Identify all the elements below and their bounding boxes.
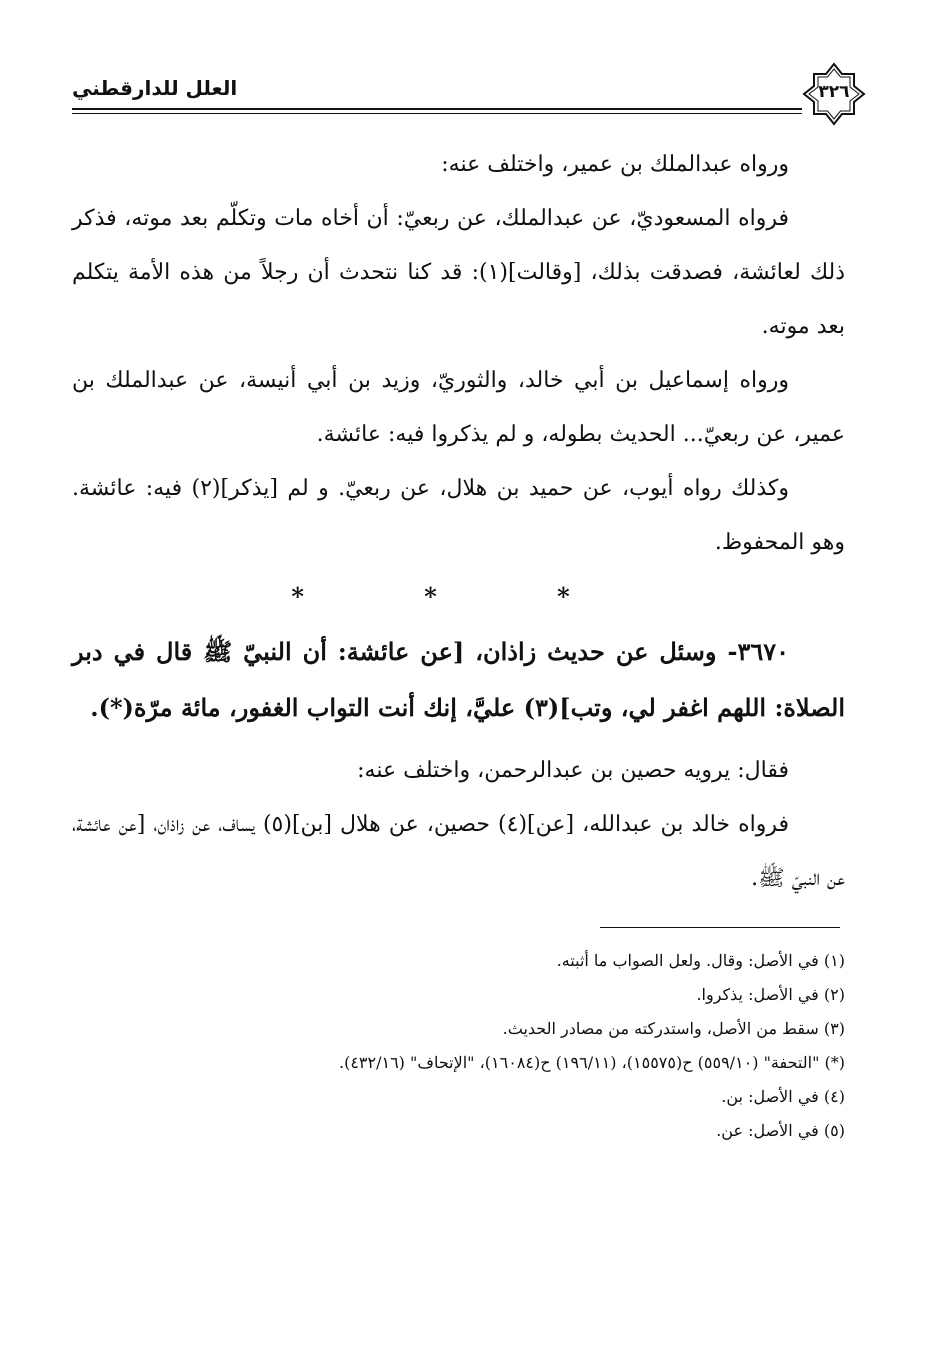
paragraph: ورواه إسماعيل بن أبي خالد، والثوريّ، وزيد بن أبي أنيسة، عن عبدالملك بن عمير، عن ربعيّ... الحديث بطوله، و لم يذكروا فيه: عائشة. [72,368,845,447]
paragraph: فرواه خالد بن عبدالله، [عن](٤) حصين، عن هلال [بن](٥) يساف، عن زاذان، [عن عائشة، عن النبيّ ﷺ. [72,812,845,891]
footnote: (٢) في الأصل: يذكروا. [696,985,845,1004]
book-title: العلل للدارقطني [72,76,238,100]
footnote: (*) "التحفة" (٥٥٩/١٠) ح(١٥٥٧٥)، (١٩٦/١١) ح(١٦٠٨٤)، "الإتحاف" (٤٣٢/١٦). [338,1053,845,1072]
header-rule [72,108,862,110]
section-separator: * * * [291,582,626,611]
page-number-badge [802,62,866,126]
footnote: (٥) في الأصل: عن. [716,1121,845,1140]
paragraph: فرواه المسعوديّ، عن عبدالملك، عن ربعيّ: أن أخاه مات وتكلّم بعد موته، فذكر ذلك لعائشة، فصدقت بذلك، [وقالت](١): قد كنا نتحدث أن رجلاً من هذه الأمة يتكلم بعد موته. [72,206,846,339]
footnote: (١) في الأصل: وقال. ولعل الصواب ما أثبته. [556,951,845,970]
footnotes [72,944,845,1148]
question-heading: ٣٦٧٠- وسئل عن حديث زاذان، [عن عائشة: أن النبيّ ﷺ قال في دبر الصلاة: اللهم اغفر لي، وتب](٣) عليَّ، إنك أنت التواب الغفور، مائة مرّة(*). [72,637,845,722]
footnote: (٤) في الأصل: بن. [721,1087,845,1106]
main-text [72,138,845,906]
header-rule-thin [72,113,862,114]
paragraph: ورواه عبدالملك بن عمير، واختلف عنه: [441,152,789,177]
footnote: (٣) سقط من الأصل، واستدركته من مصادر الحديث. [502,1019,845,1038]
running-header [72,62,862,122]
spacer [72,736,845,744]
paragraph: فقال: يرويه حصين بن عبدالرحمن، واختلف عنه: [357,758,789,783]
footnote-rule [600,927,840,928]
page-number: ٣٢٦ [818,82,850,102]
paragraph: وكذلك رواه أيوب، عن حميد بن هلال، عن ربعيّ. و لم [يذكر](٢) فيه: عائشة. وهو المحفوظ. [72,476,845,555]
